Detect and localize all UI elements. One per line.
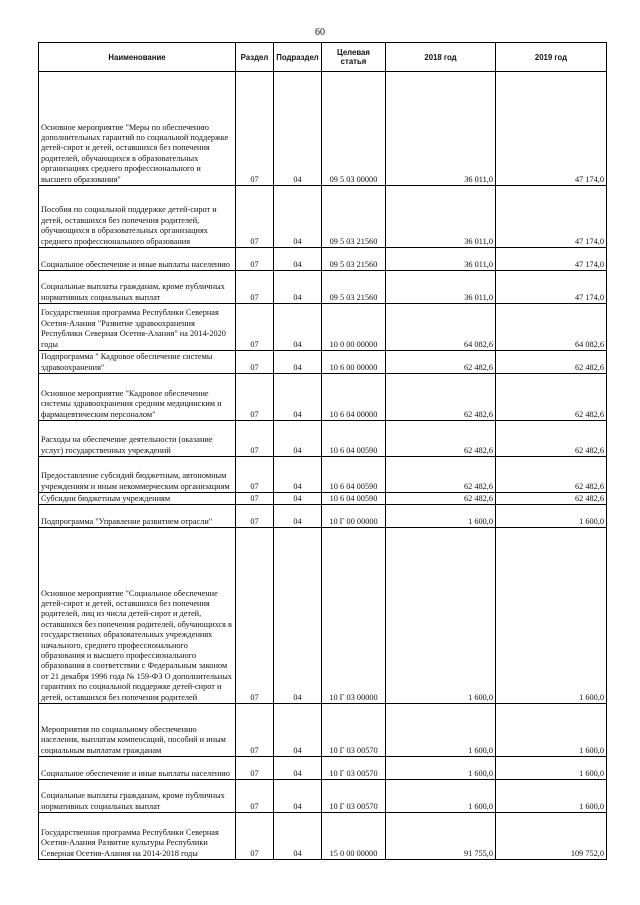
table-row <box>39 493 607 505</box>
row-subsection: 04 <box>274 704 322 757</box>
table-row <box>39 505 607 528</box>
table-row <box>39 351 607 374</box>
row-target: 10 6 04 00590 <box>322 421 386 457</box>
row-target: 15 0 00 00000 <box>322 813 386 860</box>
table-row <box>39 186 607 248</box>
table-row <box>39 528 607 704</box>
row-subsection: 04 <box>274 493 322 505</box>
row-2019: 1 600,0 <box>496 528 607 704</box>
row-section: 07 <box>236 248 274 271</box>
table-row <box>39 421 607 457</box>
row-target: 10 Г 03 00570 <box>322 704 386 757</box>
row-name: Государственная программа Республики Северная Осетия-Алания "Развитие здравоохранения Республики Северная Осетия-Алания" на 2014-2020 годы <box>39 304 236 351</box>
table-row <box>39 271 607 304</box>
table-row <box>39 813 607 860</box>
row-name: Пособия по социальной поддержке детей-сирот и детей, оставшихся без попечения родителей, обучающихся в образовательных организациях среднего профессионального образования <box>39 186 236 248</box>
row-name: Основное мероприятие "Кадровое обеспечение системы здравоохранения средним медицинским и фармацевтическим персоналом" <box>39 374 236 421</box>
row-2018: 36 011,0 <box>386 248 496 271</box>
row-subsection: 04 <box>274 421 322 457</box>
row-2019: 47 174,0 <box>496 186 607 248</box>
page-number: 60 <box>315 27 325 38</box>
table-row <box>39 304 607 351</box>
budget-table <box>38 42 607 860</box>
row-2018: 62 482,6 <box>386 421 496 457</box>
row-subsection: 04 <box>274 457 322 493</box>
row-subsection: 04 <box>274 374 322 421</box>
row-name: Социальное обеспечение и иные выплаты населению <box>39 757 236 780</box>
table-row <box>39 374 607 421</box>
row-2019: 1 600,0 <box>496 757 607 780</box>
row-2018: 36 011,0 <box>386 271 496 304</box>
row-section: 07 <box>236 271 274 304</box>
row-target: 10 6 00 00000 <box>322 351 386 374</box>
row-section: 07 <box>236 505 274 528</box>
row-subsection: 04 <box>274 248 322 271</box>
row-2018: 1 600,0 <box>386 704 496 757</box>
row-2018: 1 600,0 <box>386 780 496 813</box>
row-target: 10 Г 03 00570 <box>322 757 386 780</box>
row-section: 07 <box>236 757 274 780</box>
row-2018: 1 600,0 <box>386 757 496 780</box>
row-2019: 62 482,6 <box>496 351 607 374</box>
table-row <box>39 72 607 186</box>
row-subsection: 04 <box>274 186 322 248</box>
row-subsection: 04 <box>274 271 322 304</box>
header-2019: 2019 год <box>496 43 607 72</box>
row-name: Социальное обеспечение и иные выплаты населению <box>39 248 236 271</box>
row-2018: 36 011,0 <box>386 186 496 248</box>
row-target: 09 5 03 00000 <box>322 72 386 186</box>
row-target: 10 Г 03 00570 <box>322 780 386 813</box>
header-target: Целевая статья <box>322 43 386 72</box>
row-target: 09 5 03 21560 <box>322 271 386 304</box>
row-section: 07 <box>236 780 274 813</box>
row-target: 10 Г 00 00000 <box>322 505 386 528</box>
table-row <box>39 780 607 813</box>
row-section: 07 <box>236 813 274 860</box>
row-2018: 1 600,0 <box>386 505 496 528</box>
row-2019: 1 600,0 <box>496 704 607 757</box>
row-section: 07 <box>236 351 274 374</box>
row-subsection: 04 <box>274 505 322 528</box>
row-name: Основное мероприятие "Меры по обеспечению дополнительных гарантий по социальной поддержке детей-сирот и детей, оставшихся без попечения родителей, обучающихся в образовательных организациях среднего профессионального и высшего образования" <box>39 72 236 186</box>
row-2018: 36 011,0 <box>386 72 496 186</box>
row-2019: 62 482,6 <box>496 457 607 493</box>
row-2018: 62 482,6 <box>386 493 496 505</box>
row-2019: 62 482,6 <box>496 374 607 421</box>
row-2018: 62 482,6 <box>386 374 496 421</box>
row-target: 10 Г 03 00000 <box>322 528 386 704</box>
table-row <box>39 704 607 757</box>
row-2019: 1 600,0 <box>496 505 607 528</box>
row-name: Социальные выплаты гражданам, кроме публичных нормативных социальных выплат <box>39 271 236 304</box>
header-name: Наименование <box>39 43 236 72</box>
row-name: Расходы на обеспечение деятельности (оказание услуг) государственных учреждений <box>39 421 236 457</box>
row-subsection: 04 <box>274 757 322 780</box>
row-subsection: 04 <box>274 351 322 374</box>
row-section: 07 <box>236 374 274 421</box>
header-row <box>39 43 607 72</box>
row-section: 07 <box>236 421 274 457</box>
row-2018: 1 600,0 <box>386 528 496 704</box>
row-2018: 62 482,6 <box>386 351 496 374</box>
row-section: 07 <box>236 72 274 186</box>
row-2019: 109 752,0 <box>496 813 607 860</box>
row-name: Подпрограмма "Управление развитием отрасли" <box>39 505 236 528</box>
row-2019: 47 174,0 <box>496 271 607 304</box>
table-row <box>39 248 607 271</box>
row-2019: 64 082,6 <box>496 304 607 351</box>
row-section: 07 <box>236 304 274 351</box>
row-name: Социальные выплаты гражданам, кроме публичных нормативных социальных выплат <box>39 780 236 813</box>
table-row <box>39 457 607 493</box>
row-2019: 62 482,6 <box>496 493 607 505</box>
row-section: 07 <box>236 457 274 493</box>
row-2018: 64 082,6 <box>386 304 496 351</box>
row-section: 07 <box>236 493 274 505</box>
row-target: 10 6 04 00000 <box>322 374 386 421</box>
row-name: Субсидии бюджетным учреждениям <box>39 493 236 505</box>
row-name: Мероприятия по социальному обеспечению населения, выплатам компенсаций, пособий и иным социальным выплатам гражданам <box>39 704 236 757</box>
row-name: Государственная программа Республики Северная Осетия-Алания Развитие культуры Республики Северная Осетия-Алания на 2014-2018 годы <box>39 813 236 860</box>
row-subsection: 04 <box>274 528 322 704</box>
row-subsection: 04 <box>274 813 322 860</box>
row-2019: 62 482,6 <box>496 421 607 457</box>
row-section: 07 <box>236 704 274 757</box>
row-2019: 1 600,0 <box>496 780 607 813</box>
row-section: 07 <box>236 186 274 248</box>
row-target: 10 6 04 00590 <box>322 457 386 493</box>
row-name: Подпрограмма " Кадровое обеспечение системы здравоохранения" <box>39 351 236 374</box>
header-section: Раздел <box>236 43 274 72</box>
row-2018: 91 755,0 <box>386 813 496 860</box>
row-target: 10 0 00 00000 <box>322 304 386 351</box>
row-2018: 62 482,6 <box>386 457 496 493</box>
row-target: 09 5 03 21560 <box>322 248 386 271</box>
row-target: 09 5 03 21560 <box>322 186 386 248</box>
row-subsection: 04 <box>274 780 322 813</box>
row-name: Предоставление субсидий бюджетным, автономным учреждениям и иным некоммерческим организациям <box>39 457 236 493</box>
row-2019: 47 174,0 <box>496 72 607 186</box>
row-name: Основное мероприятие "Социальное обеспечение детей-сирот и детей, оставшихся без попечения родителей, лиц из числа детей-сирот и детей, оставшихся без попечения родителей, обучающихся в государственных образовательных учреждениях начального, среднего профессионального образования и высшего профессионального образования в соответствии с Федеральным законом от 21 декабря 1996 года № 159-ФЗ О дополнительных гарантиях по социальной поддержке детей-сирот и детей, оставшихся без попечения родителей <box>39 528 236 704</box>
header-2018: 2018 год <box>386 43 496 72</box>
header-subsection: Подраздел <box>274 43 322 72</box>
table-row <box>39 757 607 780</box>
row-target: 10 6 04 00590 <box>322 493 386 505</box>
row-2019: 47 174,0 <box>496 248 607 271</box>
row-subsection: 04 <box>274 304 322 351</box>
row-subsection: 04 <box>274 72 322 186</box>
row-section: 07 <box>236 528 274 704</box>
